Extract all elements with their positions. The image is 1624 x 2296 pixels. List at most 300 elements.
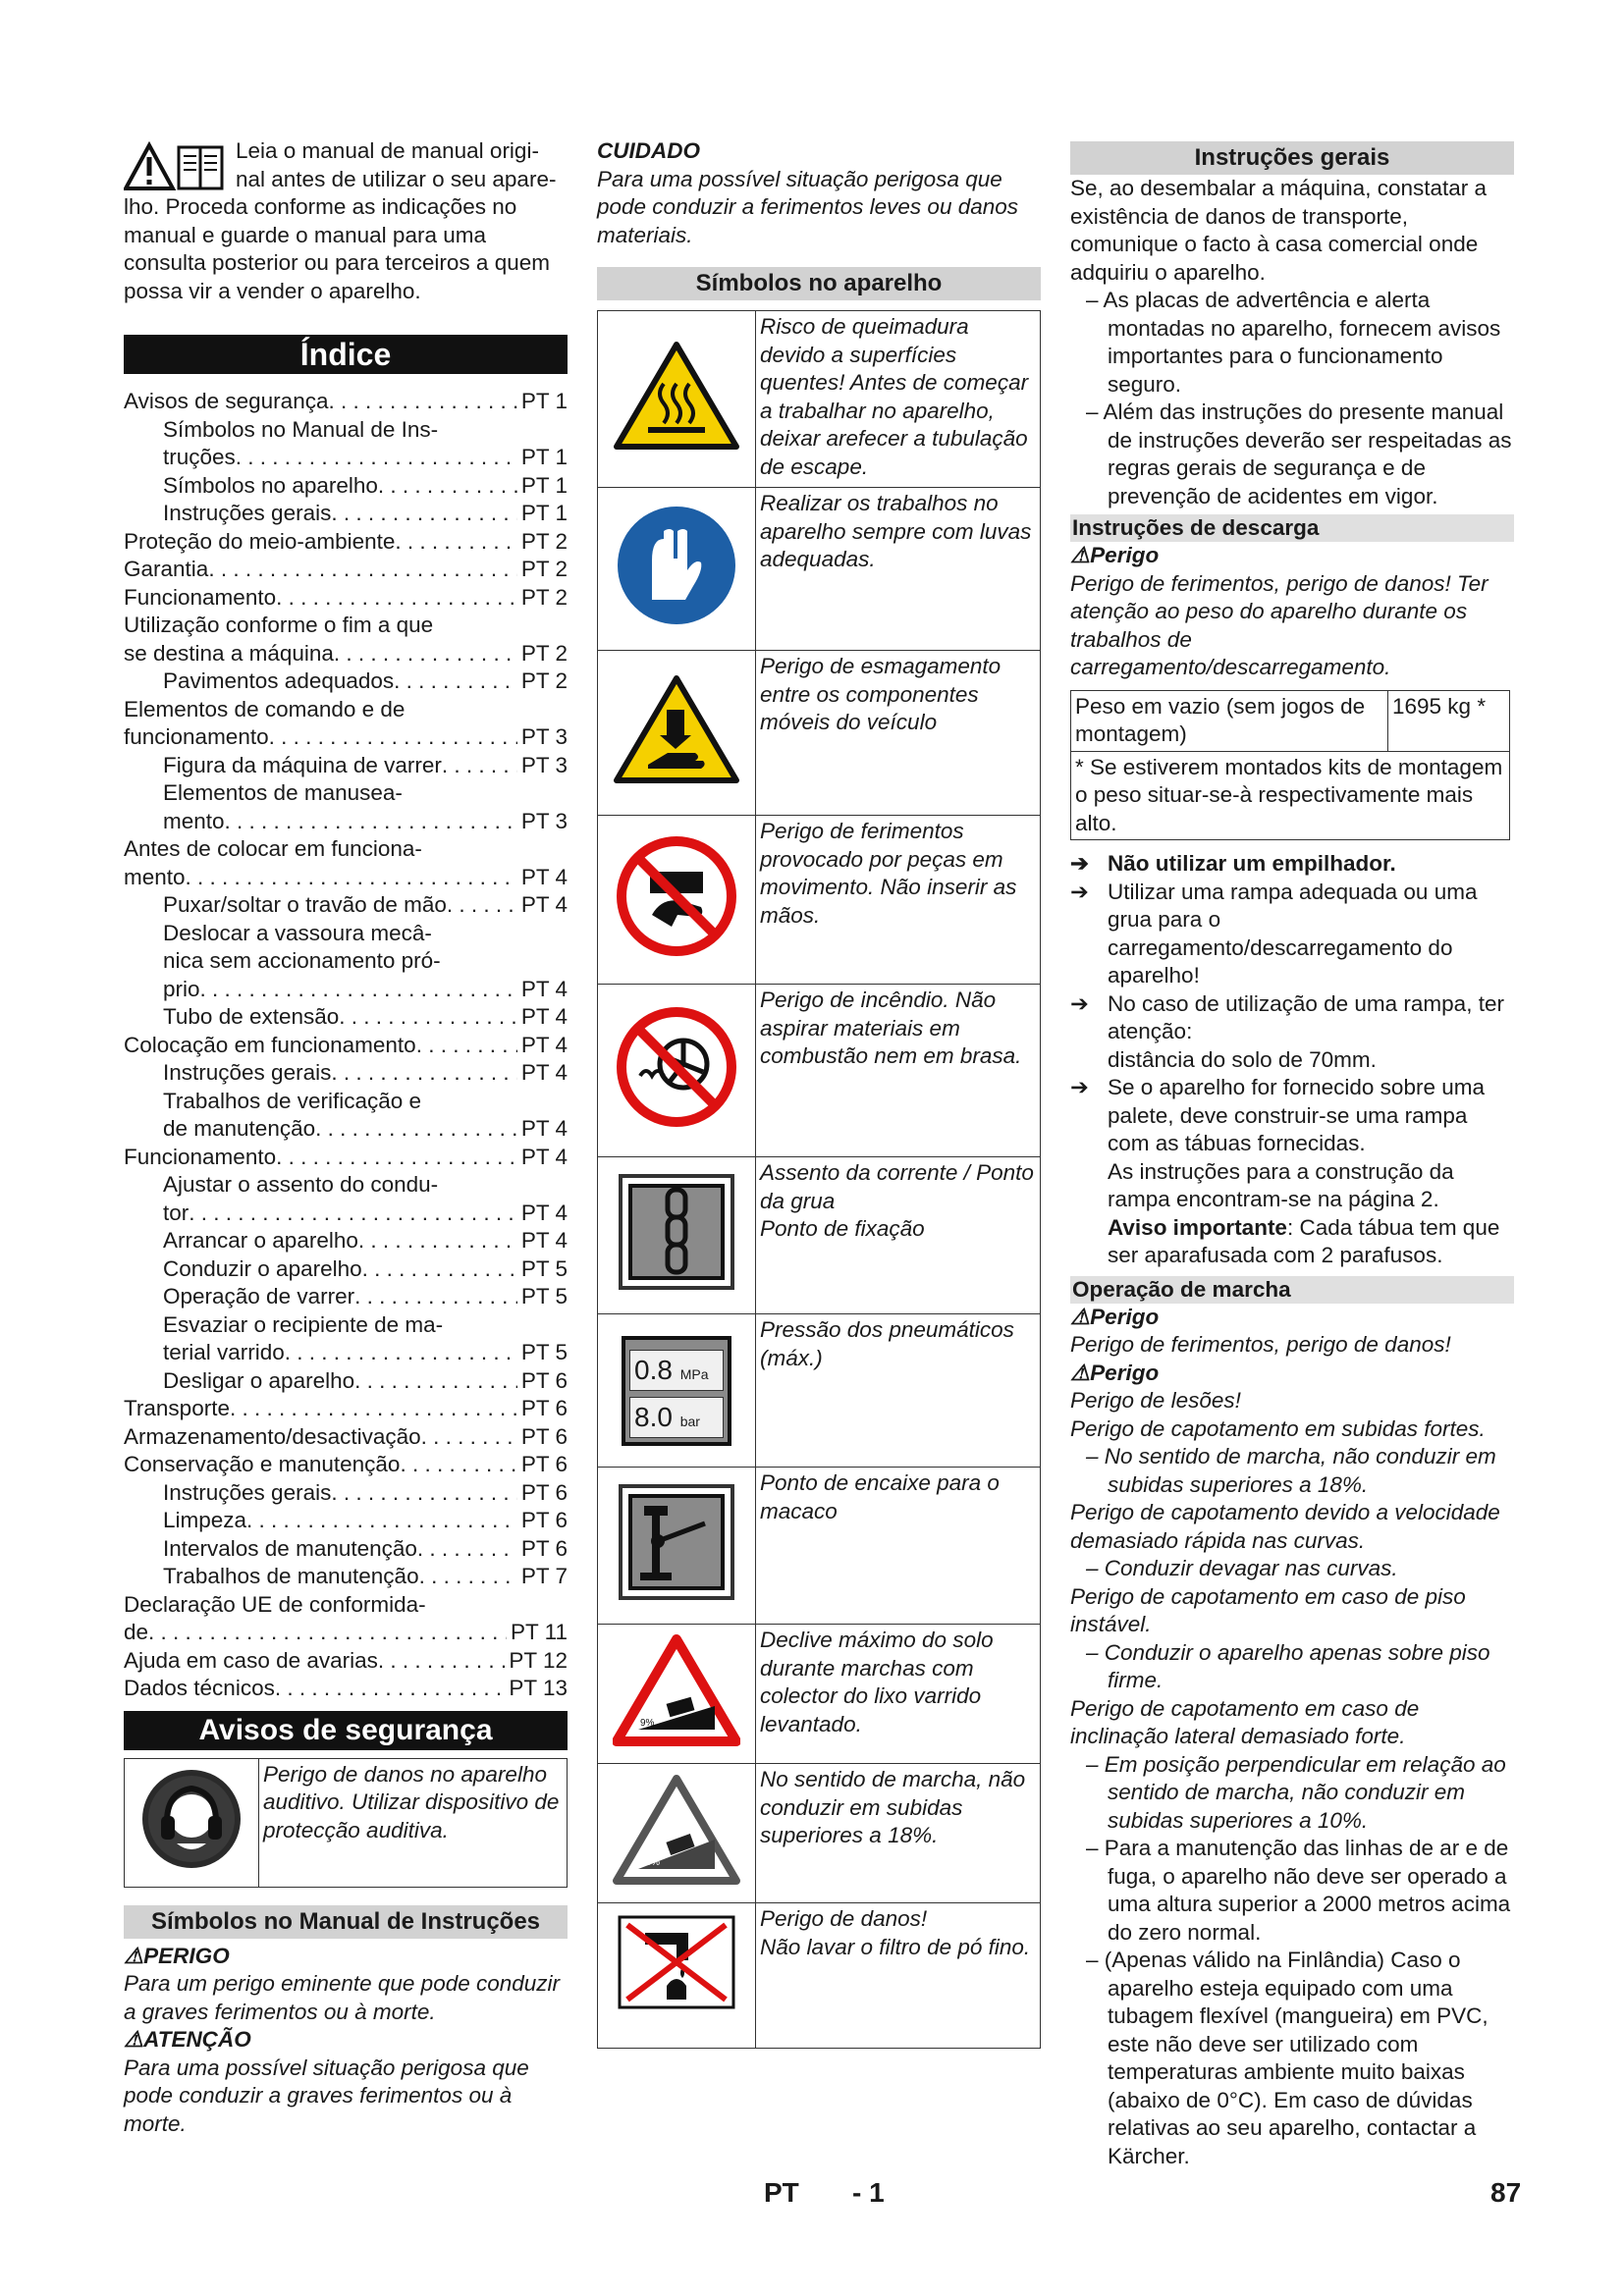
crush-hazard-icon [613, 670, 740, 788]
toc-page: PT 4 [520, 1032, 568, 1057]
toc-row [124, 1675, 568, 1703]
symbol-text: Declive máximo do solo durante marchas com colector do lixo varrido levantado. [756, 1625, 1041, 1764]
toc-page: PT 4 [520, 1116, 568, 1141]
step-detail: Aviso importante: Cada tábua tem que ser aparafusada com 2 parafusos. [1108, 1214, 1500, 1267]
toc-entry[interactable] [124, 388, 568, 416]
toc-leader [442, 752, 517, 780]
toc-entry[interactable] [124, 891, 568, 920]
march-title: Operação de marcha [1070, 1276, 1514, 1304]
toc-label: Garantia [124, 557, 209, 581]
toc-leader [285, 1339, 517, 1367]
gloves-icon [613, 502, 740, 629]
chain-icon [613, 1168, 740, 1296]
toc-label: Operação de varrer [163, 1284, 355, 1308]
step-item: ➔ Se o aparelho for fornecido sobre uma palete, deve construir-se uma rampa com as tábuas fornecidas. [1070, 1075, 1485, 1155]
toc-label: tor [163, 1200, 189, 1225]
toc-leader [334, 640, 517, 668]
symbol-text: Assento da corrente / Ponto da grua Ponto de fixação [756, 1157, 1041, 1314]
step-item: ➔ Não utilizar um empilhador. [1070, 850, 1514, 879]
symbol-text: Risco de queimadura devido a superfícies quentes! Antes de começar a trabalhar no aparelho, deixar arefecer a tubulação de escape. [756, 311, 1041, 488]
hearing-protection-table [124, 1758, 568, 1888]
tire-pressure-icon [622, 1336, 731, 1446]
hot-surface-icon [613, 337, 740, 454]
toc-leader [417, 1535, 517, 1564]
toc-entry[interactable] [124, 1395, 568, 1423]
toc-page: PT 2 [520, 584, 568, 610]
toc-row [163, 976, 568, 1004]
toc-label: se destina a máquina [124, 640, 334, 666]
toc-entry[interactable] [124, 920, 568, 1004]
toc-leader [230, 1395, 517, 1423]
toc-row [163, 808, 568, 836]
toc-entry[interactable] [124, 1451, 568, 1479]
mpa-value: 0.8 [634, 1354, 673, 1385]
toc-label: Tubo de extensão [163, 1004, 340, 1029]
toc-leader [416, 1032, 517, 1060]
toc-label: mento [124, 864, 186, 889]
toc-row [163, 1059, 568, 1088]
symbol-row [598, 1903, 1041, 2049]
intro-block [124, 137, 568, 305]
toc-row [124, 1451, 568, 1479]
toc-row [163, 1255, 568, 1284]
intro-line-1: Leia o manual de manual origi- [236, 138, 539, 163]
toc-page: PT 11 [511, 1620, 568, 1644]
toc-page: PT 6 [520, 1535, 568, 1561]
toc-page: PT 7 [520, 1564, 568, 1588]
toc-label-line: Elementos de manusea- [163, 780, 403, 805]
toc-page: PT 2 [520, 557, 568, 581]
toc-page: PT 4 [520, 864, 568, 889]
toc-leader [339, 1003, 517, 1032]
symbol-row [598, 1625, 1041, 1764]
device-symbols-title: Símbolos no aparelho [597, 267, 1041, 300]
march-text: Perigo de lesões! [1070, 1388, 1241, 1413]
toc-label: Limpeza [163, 1508, 247, 1532]
march-dash: – Para a manutenção das linhas de ar e de fuga, o aparelho não deve ser operado a uma altura superior a 2000 metros acima do zero normal. [1086, 1836, 1511, 1945]
weight-label: Peso em vazio (sem jogos de montagem) [1071, 690, 1388, 751]
toc-entry[interactable] [124, 556, 568, 584]
index-title: Índice [124, 335, 568, 374]
perigo-label: PERIGO [143, 1943, 230, 1968]
toc-label: Conduzir o aparelho [163, 1255, 362, 1281]
toc-page: PT 3 [520, 808, 568, 833]
march-perigo: ⚠Perigo [1070, 1304, 1160, 1329]
toc-page: PT 6 [520, 1479, 568, 1505]
toc-label-line: Utilização conforme o fim a que [124, 613, 434, 637]
arrow-right-icon: ➔ [1070, 990, 1089, 1016]
footer-page-number: 87 [1490, 2177, 1522, 2208]
toc-label: Figura da máquina de varrer [163, 752, 442, 777]
symbol-row [598, 488, 1041, 651]
perigo-text: Para um perigo eminente que pode conduzir a graves ferimentos ou à morte. [124, 1971, 561, 2024]
march-dash: – Conduzir o aparelho apenas sobre piso firme. [1086, 1639, 1490, 1692]
general-text: Se, ao desembalar a máquina, constatar a existência de danos de transporte, comunique o facto à casa comercial onde adquiriu o aparelho. [1070, 176, 1488, 285]
warning-book-icon [124, 141, 226, 192]
toc-page: PT 1 [520, 445, 568, 469]
toc-label: mento [163, 808, 225, 833]
toc-row [124, 864, 568, 892]
hearing-protection-icon [137, 1765, 245, 1873]
column-right [1070, 137, 1514, 2170]
toc-label-line: Deslocar a vassoura mecâ- [163, 920, 432, 945]
general-bullet: – Além das instruções do presente manual de instruções deverão ser respeitadas as regras gerais de segurança e de prevenção de acidentes em vigor. [1086, 400, 1512, 508]
toc-leader [276, 584, 517, 613]
toc-leader [419, 1563, 517, 1591]
toc-page: PT 1 [520, 501, 568, 525]
toc-label-line: Símbolos no Manual de Ins- [163, 416, 439, 442]
toc-leader [358, 1227, 517, 1255]
bar-unit: bar [679, 1413, 700, 1429]
toc-row [124, 584, 568, 613]
toc-entry[interactable] [124, 472, 568, 501]
toc-row [163, 1563, 568, 1591]
toc-row [163, 1227, 568, 1255]
toc-leader [354, 1283, 517, 1311]
toc-label-line: Ajustar o assento do condu- [163, 1172, 439, 1197]
toc-label: Pavimentos adequados [163, 668, 395, 693]
toc-leader [200, 976, 517, 1004]
toc-leader [378, 1647, 505, 1676]
weight-note: * Se estiverem montados kits de montagem o peso situar-se-à respectivamente mais alto. [1071, 751, 1510, 840]
symbol-row [598, 1764, 1041, 1903]
step-item: ➔ No caso de utilização de uma rampa, ter atenção: [1070, 990, 1504, 1043]
march-text: Perigo de capotamento em subidas fortes. [1070, 1415, 1486, 1441]
symbol-row [598, 985, 1041, 1157]
toc-entry[interactable] [124, 1003, 568, 1032]
toc-entry[interactable] [124, 1367, 568, 1396]
toc-page: PT 2 [520, 668, 568, 693]
no-hands-icon [613, 832, 740, 960]
symbol-row [598, 1314, 1041, 1468]
symbol-text: Perigo de ferimentos provocado por peças em movimento. Não inserir as mãos. [756, 816, 1041, 985]
step-item: ➔ Utilizar uma rampa adequada ou uma grua para o carregamento/descarregamento do aparelho! [1070, 879, 1478, 988]
toc-page: PT 2 [520, 528, 568, 554]
toc-entry[interactable] [124, 1535, 568, 1564]
toc-page: PT 4 [520, 1228, 568, 1253]
toc-row [163, 667, 568, 696]
toc-label: de [124, 1620, 149, 1644]
symbol-row [598, 1468, 1041, 1625]
toc-row [124, 1032, 568, 1060]
mpa-unit: MPa [679, 1365, 709, 1382]
toc-page: PT 6 [520, 1508, 568, 1532]
toc-entry[interactable] [124, 528, 568, 557]
table-of-contents [124, 388, 568, 1703]
toc-row [124, 1144, 568, 1172]
toc-label-line: Trabalhos de verificação e [163, 1088, 422, 1113]
toc-leader [328, 388, 516, 416]
toc-label: de manutenção [163, 1116, 316, 1141]
toc-leader [331, 500, 517, 528]
toc-entry[interactable] [124, 1171, 568, 1227]
toc-label: Dados técnicos [124, 1676, 275, 1700]
toc-entry[interactable] [124, 1647, 568, 1676]
unload-text: Perigo de ferimentos, perigo de danos! Ter atenção ao peso do aparelho durante os trabalhos de carregamento/descarregamento. [1070, 570, 1489, 679]
toc-label: funcionamento [124, 724, 269, 749]
toc-row [163, 1003, 568, 1032]
toc-page: PT 4 [520, 1144, 568, 1169]
toc-label: Funcionamento [124, 1144, 277, 1169]
warning-small-icon: ⚠ [1070, 543, 1091, 567]
arrow-right-icon: ➔ [1070, 1075, 1089, 1099]
step-detail: As instruções para a construção da rampa encontram-se na página 2. [1108, 1158, 1454, 1211]
toc-label: terial varrido [163, 1340, 285, 1364]
march-dash: – (Apenas válido na Finlândia) Caso o aparelho esteja equipado com uma tubagem flexível (mangueira) em PVC, este não deve ser utilizado com temperaturas ambiente muito baixas (abaixo de 0°C). Em caso de dúvidas relativas ao seu aparelho, contactar a Kärcher. [1086, 1948, 1489, 2168]
toc-leader [395, 528, 516, 557]
toc-page: PT 5 [520, 1255, 568, 1281]
slope-label: 9% [640, 1717, 655, 1729]
toc-page: PT 13 [509, 1676, 568, 1700]
toc-leader [354, 1367, 517, 1396]
toc-row [124, 640, 568, 668]
toc-row [124, 1647, 568, 1676]
device-symbols-table [597, 310, 1041, 2049]
toc-leader [331, 1059, 517, 1088]
toc-label: Instruções gerais [163, 501, 332, 525]
toc-label: Puxar/soltar o travão de mão [163, 892, 447, 917]
toc-row [124, 528, 568, 557]
toc-leader [275, 1675, 506, 1703]
toc-entry[interactable] [124, 779, 568, 835]
warning-small-icon: ⚠ [1070, 1360, 1091, 1385]
general-instructions-title: Instruções gerais [1070, 141, 1514, 175]
toc-row [124, 1423, 568, 1452]
intro-rest: lho. Proceda conforme as indicações no manual e guarde o manual para uma consulta posterior ou para terceiros a quem possa vir a vender o aparelho. [124, 194, 550, 303]
toc-page: PT 2 [520, 640, 568, 666]
toc-entry[interactable] [124, 1032, 568, 1060]
toc-label-line: Elementos de comando e de [124, 696, 406, 721]
toc-leader [276, 1144, 517, 1172]
toc-entry[interactable] [124, 1675, 568, 1703]
toc-entry[interactable] [124, 612, 568, 667]
toc-label: Instruções gerais [163, 1060, 332, 1085]
toc-label: Desligar o aparelho [163, 1367, 355, 1393]
toc-entry[interactable] [124, 1507, 568, 1535]
toc-row [163, 1283, 568, 1311]
slope-label: 18% [640, 1856, 661, 1868]
toc-leader [394, 667, 517, 696]
safety-title: Avisos de segurança [124, 1711, 568, 1750]
toc-row [163, 891, 568, 920]
toc-row [163, 1535, 568, 1564]
symbol-text: Perigo de incêndio. Não aspirar materiais em combustão nem em brasa. [756, 985, 1041, 1157]
footer-section-number: - 1 [852, 2177, 885, 2208]
toc-label: Armazenamento/desactivação [124, 1423, 421, 1449]
march-text: Perigo de ferimentos, perigo de danos! [1070, 1332, 1451, 1357]
toc-label: Ajuda em caso de avarias [124, 1647, 378, 1673]
toc-label-line: Antes de colocar em funciona- [124, 836, 422, 861]
toc-leader [269, 723, 517, 752]
toc-label: Colocação em funcionamento [124, 1032, 416, 1057]
toc-label-line: Esvaziar o recipiente de ma- [163, 1311, 444, 1337]
toc-leader [447, 891, 517, 920]
footer-language: PT [764, 2177, 799, 2208]
toc-entry[interactable] [124, 696, 568, 752]
arrow-right-icon: ➔ [1070, 851, 1089, 876]
step-detail: distância do solo de 70mm. [1108, 1046, 1377, 1072]
toc-leader [186, 864, 517, 892]
toc-entry[interactable] [124, 752, 568, 780]
toc-label: Transporte [124, 1396, 230, 1420]
march-dash: – No sentido de marcha, não conduzir em subidas superiores a 18%. [1086, 1444, 1496, 1497]
unload-perigo: ⚠Perigo [1070, 543, 1160, 567]
intro-line-2: nal antes de utilizar o seu apare- [236, 166, 557, 191]
toc-page: PT 4 [520, 1004, 568, 1029]
toc-label: Conservação e manutenção [124, 1452, 401, 1476]
toc-row [124, 723, 568, 752]
march-text: Perigo de capotamento devido a velocidade demasiado rápida nas curvas. [1070, 1500, 1500, 1553]
symbol-row [598, 1157, 1041, 1314]
warning-small-icon: ⚠ [124, 1943, 144, 1968]
toc-row [124, 1619, 568, 1647]
toc-entry[interactable] [124, 416, 568, 472]
toc-row [163, 1339, 568, 1367]
toc-entry[interactable] [124, 1227, 568, 1255]
cuidado-text: Para uma possível situação perigosa que pode conduzir a ferimentos leves ou danos materiais. [597, 166, 1019, 247]
slope-18-icon [613, 1771, 740, 1889]
toc-label: Instruções gerais [163, 1479, 332, 1505]
column-middle [597, 137, 1041, 2049]
toc-entry[interactable] [124, 1283, 568, 1311]
symbol-text: Pressão dos pneumáticos (máx.) [756, 1314, 1041, 1468]
toc-entry[interactable] [124, 1311, 568, 1367]
slope-9-icon [613, 1631, 740, 1749]
toc-page: PT 4 [520, 976, 568, 1001]
march-text: Perigo de capotamento em caso de piso instável. [1070, 1583, 1466, 1636]
toc-row [163, 500, 568, 528]
toc-entry[interactable] [124, 1479, 568, 1508]
toc-page: PT 4 [520, 1060, 568, 1085]
symbol-text: Perigo de esmagamento entre os componentes móveis do veículo [756, 651, 1041, 816]
bar-value: 8.0 [634, 1401, 673, 1432]
toc-label: Trabalhos de manutenção [163, 1564, 419, 1588]
symbol-text: Perigo de danos! Não lavar o filtro de pó fino. [756, 1903, 1041, 2049]
toc-label: Símbolos no aparelho [163, 472, 378, 498]
march-text: Perigo de capotamento em caso de inclinação lateral demasiado forte. [1070, 1695, 1420, 1748]
jack-icon [613, 1478, 740, 1606]
general-bullet: – As placas de advertência e alerta montadas no aparelho, fornecem avisos importantes para o funcionamento seguro. [1086, 288, 1501, 397]
symbol-row [598, 816, 1041, 985]
march-dash: – Conduzir devagar nas curvas. [1086, 1556, 1398, 1580]
toc-page: PT 1 [520, 472, 568, 498]
toc-row [163, 444, 568, 472]
toc-page: PT 12 [509, 1647, 568, 1673]
toc-leader [225, 808, 517, 836]
toc-row [163, 1115, 568, 1144]
weight-table [1070, 690, 1510, 841]
toc-leader [246, 1507, 517, 1535]
cuidado-label: CUIDADO [597, 138, 700, 163]
toc-row [163, 1507, 568, 1535]
toc-label: Avisos de segurança [124, 389, 329, 413]
toc-row [163, 472, 568, 501]
atencao-heading [124, 2026, 568, 2055]
toc-leader [362, 1255, 517, 1284]
unload-steps [1070, 850, 1514, 1270]
atencao-text: Para uma possível situação perigosa que pode conduzir a graves ferimentos ou à morte. [124, 2055, 529, 2136]
toc-entry[interactable] [124, 835, 568, 891]
toc-label: Proteção do meio-ambiente [124, 528, 396, 554]
toc-entry[interactable] [124, 1144, 568, 1172]
toc-entry[interactable] [124, 1255, 568, 1284]
symbol-row [598, 651, 1041, 816]
atencao-label: ATENÇÃO [143, 2027, 251, 2052]
toc-row [163, 752, 568, 780]
toc-leader [236, 444, 517, 472]
unload-title: Instruções de descarga [1070, 514, 1514, 542]
symbol-text: No sentido de marcha, não conduzir em subidas superiores a 18%. [756, 1764, 1041, 1903]
no-fire-icon [613, 1003, 740, 1131]
perigo-heading [124, 1943, 568, 1971]
toc-label: Funcionamento [124, 584, 277, 610]
toc-entry[interactable] [124, 1563, 568, 1591]
weight-value: 1695 kg * [1388, 690, 1510, 751]
toc-page: PT 4 [520, 892, 568, 917]
symbol-row [598, 311, 1041, 488]
toc-entry[interactable] [124, 1423, 568, 1452]
toc-leader [315, 1115, 517, 1144]
toc-page: PT 1 [520, 389, 568, 413]
toc-entry[interactable] [124, 500, 568, 528]
toc-leader [400, 1451, 516, 1479]
toc-leader [189, 1200, 517, 1228]
symbol-text: Realizar os trabalhos no aparelho sempre com luvas adequadas. [756, 488, 1041, 651]
arrow-right-icon: ➔ [1070, 879, 1089, 904]
toc-label: Intervalos de manutenção [163, 1535, 417, 1561]
toc-label-line: nica sem accionamento pró- [163, 948, 441, 973]
toc-label: prio [163, 976, 200, 1001]
toc-leader [421, 1423, 517, 1452]
toc-entry[interactable] [124, 1059, 568, 1088]
toc-row [163, 1367, 568, 1396]
toc-row [124, 1395, 568, 1423]
toc-row [163, 1479, 568, 1508]
toc-page: PT 6 [520, 1396, 568, 1420]
toc-leader [148, 1619, 507, 1647]
toc-entry[interactable] [124, 584, 568, 613]
toc-label: Arrancar o aparelho [163, 1228, 358, 1253]
toc-leader [378, 472, 517, 501]
toc-page: PT 5 [520, 1284, 568, 1308]
toc-page: PT 6 [520, 1423, 568, 1449]
toc-entry[interactable] [124, 1088, 568, 1144]
toc-page: PT 6 [520, 1452, 568, 1476]
toc-page: PT 4 [520, 1200, 568, 1225]
no-wash-filter-icon [616, 1913, 737, 2011]
march-dash: – Em posição perpendicular em relação ao sentido de marcha, não conduzir em subidas superiores a 10%. [1086, 1751, 1506, 1833]
toc-page: PT 5 [520, 1340, 568, 1364]
hearing-text: Perigo de danos no aparelho auditivo. Utilizar dispositivo de protecção auditiva. [259, 1758, 568, 1887]
toc-entry[interactable] [124, 667, 568, 696]
toc-leader [208, 556, 517, 584]
symbol-text: Ponto de encaixe para o macaco [756, 1468, 1041, 1625]
toc-page: PT 3 [520, 752, 568, 777]
toc-row [124, 556, 568, 584]
column-left [124, 137, 568, 2138]
manual-symbols-title: Símbolos no Manual de Instruções [124, 1905, 568, 1939]
toc-page: PT 6 [520, 1367, 568, 1393]
toc-page: PT 3 [520, 724, 568, 749]
toc-row [124, 388, 568, 416]
toc-leader [331, 1479, 517, 1508]
toc-label-line: Declaração UE de conformida- [124, 1591, 426, 1617]
warning-small-icon: ⚠ [1070, 1304, 1091, 1329]
toc-label: truções [163, 445, 236, 469]
toc-row [163, 1200, 568, 1228]
toc-entry[interactable] [124, 1591, 568, 1647]
warning-small-icon: ⚠ [124, 2027, 144, 2052]
